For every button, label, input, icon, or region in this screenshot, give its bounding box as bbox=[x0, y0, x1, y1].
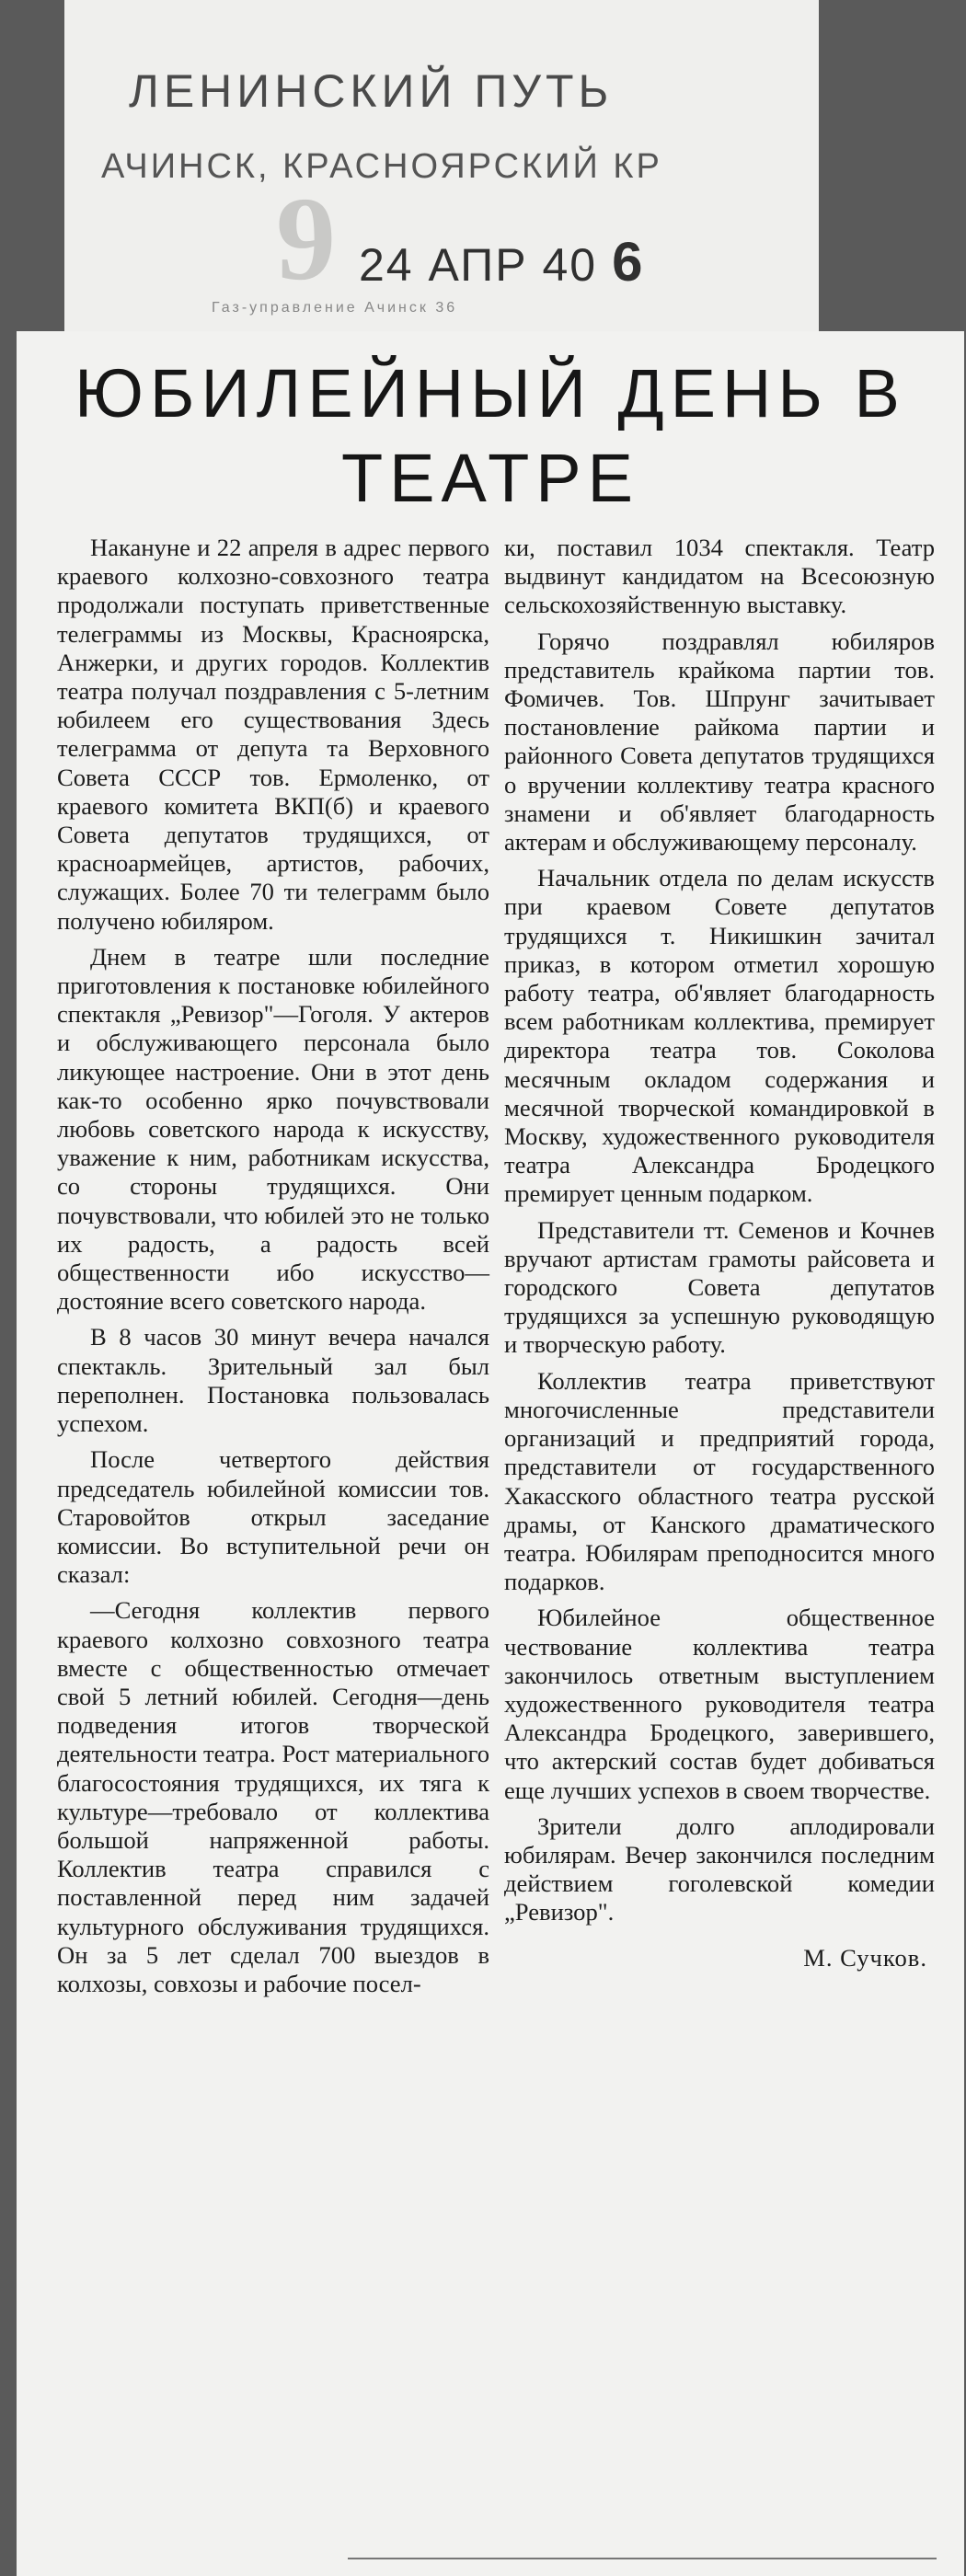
bottom-rule bbox=[348, 2558, 937, 2559]
date-text: 24 АПР 40 bbox=[359, 239, 598, 291]
handwritten-mark: 9 bbox=[276, 173, 336, 305]
author-signature: М. Сучков. bbox=[803, 1943, 927, 1972]
page-number: 6 bbox=[612, 231, 645, 293]
article-headline: ЮБИЛЕЙНЫЙ ДЕНЬ В ТЕАТРЕ bbox=[75, 355, 906, 516]
paragraph: Зрители долго аплодировали юбилярам. Вечер закончился последним действием гоголевской комедии „Ревизор". bbox=[504, 1811, 935, 1926]
paragraph: После четвертого действия председатель юбилейной комиссии тов. Старовойтов открыл заседание комиссии. Во вступительной речи он сказал: bbox=[57, 1445, 489, 1589]
paragraph: В 8 часов 30 минут вечера начался спектакль. Зрительный зал был переполнен. Постановка пользовалась успехом. bbox=[57, 1323, 489, 1438]
paragraph: Накануне и 22 апреля в адрес первого краевого колхозно-совхозного театра продолжали поступать приветственные телеграммы из Москвы, Красноярска, Анжерки, и других городов. Коллектив театра получал поздравления с 5-летним юбилеем его существования Здесь телеграмма от депута та Верховного Совета СССР тов. Ермоленко, от краевого комитета ВКП(б) и краевого Совета депутатов трудящихся, от красноармейцев, артистов, рабочих, служащих. Более 70 ти телеграмм было получено юбиляром. bbox=[57, 534, 489, 935]
paragraph: —Сегодня коллектив первого краевого колхозно совхозного театра вместе с общественностью отмечает свой 5 летний юбилей. Сегодня—день подведения итогов творческой деятельности театра. Рост материального благосостояния трудящихся, их тяга к культуре—требовало от коллектива большой напряженной работы. Коллектив театра справился с поставленной перед ним задачей культурного обслуживания трудящихся. Он за 5 лет сделал 700 выездов в колхозы, совхозы и рабочие посел- bbox=[57, 1596, 489, 1997]
paragraph: Днем в театре шли последние приготовления к постановке юбилейного спектакля „Ревизор"—Гоголя. У актеров и обслуживающего персонала было ликующее настроение. Они в этот день как-то особенно ярко почувствовали любовь советского народа к искусству, уважение к ним, работникам искусства, со стороны трудящихся. Они почувствовали, что юбилей это не только их радость, а радость всей общественности ибо искусство—достояние всего советского народа. bbox=[57, 942, 489, 1316]
newspaper-name: ЛЕНИНСКИЙ ПУТЬ bbox=[129, 65, 614, 117]
paragraph: ки, поставил 1034 спектакля. Театр выдвинут кандидатом на Всесоюзную сельскохозяйственную выставку. bbox=[504, 534, 935, 619]
newspaper-city: АЧИНСК, КРАСНОЯРСКИЙ КР bbox=[101, 147, 662, 186]
paragraph: Юбилейное общественное чествование коллектива театра закончилось ответным выступлением художественного руководителя театра Александра Бродецкого, заверившего, что актерский состав будет добиваться еще лучших успехов в своем творчестве. bbox=[504, 1604, 935, 1804]
paragraph: Начальник отдела по делам искусств при краевом Совете депутатов трудящихся т. Никишкин зачитал приказ, в котором отметил хорошую работу театра, об'являет благодарность всем работникам коллектива, премирует директора театра тов. Соколова месячным окладом содержания и месячной творческой командировкой в Москву, художественного руководителя театра Александра Бродецкого премирует ценным подарком. bbox=[504, 864, 935, 1208]
right-column bbox=[504, 534, 935, 1972]
stamp-small-print: Газ-управление Ачинск 36 bbox=[212, 300, 458, 316]
publication-date bbox=[359, 230, 644, 293]
left-column bbox=[57, 534, 489, 2006]
paragraph: Горячо поздравлял юбиляров представитель крайкома партии тов. Фомичев. Тов. Шпрунг зачитывает постановление райкома партии и районного Совета депутатов трудящихся о вручении коллективу театра красного знамени и об'являет благодарность актерам и обслуживающему персоналу. bbox=[504, 627, 935, 857]
newspaper-clipping bbox=[17, 331, 964, 2576]
clipping-stamp bbox=[64, 0, 819, 331]
paragraph: Представители тт. Семенов и Кочнев вручают артистам грамоты райсовета и городского Совета депутатов трудящихся за успешную руководящую и творческую работу. bbox=[504, 1215, 935, 1359]
paragraph: Коллектив театра приветствуют многочисленные представители организаций и предприятий города, представители от государственного Хакасского областного театра русской драмы, от Канского драматического театра. Юбилярам преподносится много подарков. bbox=[504, 1366, 935, 1596]
